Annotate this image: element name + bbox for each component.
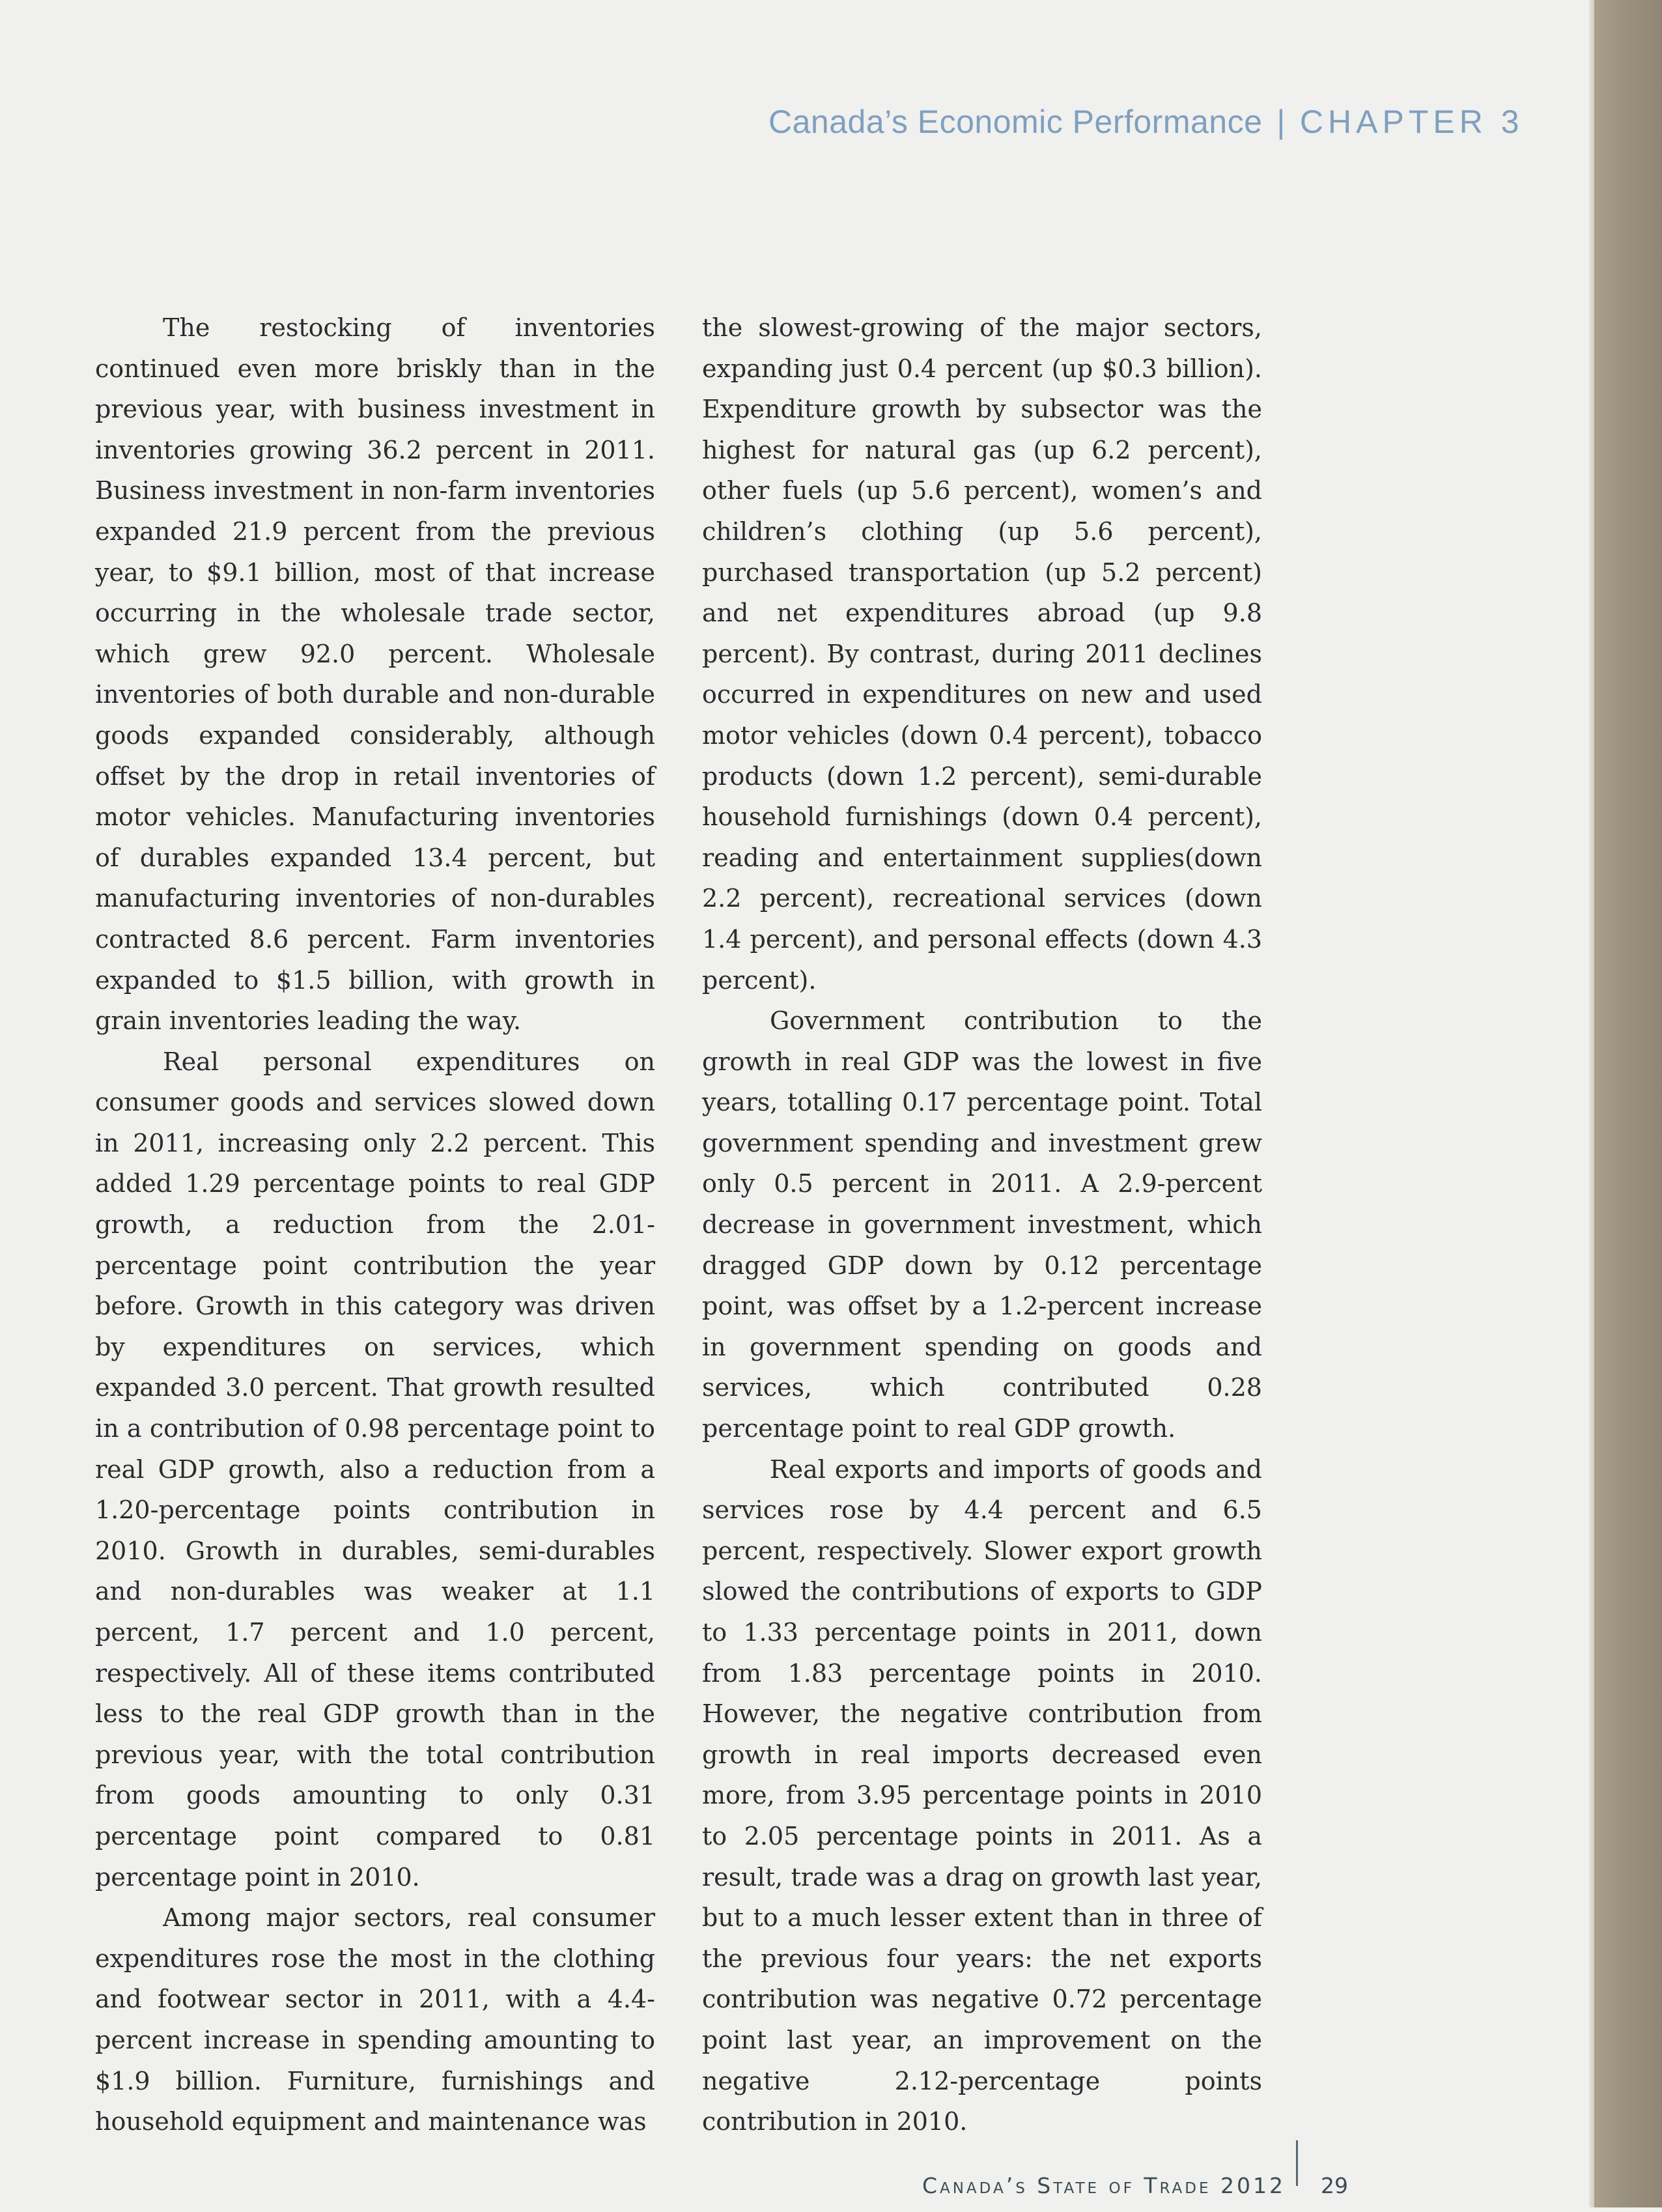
running-head-chapter: CHAPTER 3 [1299,104,1524,140]
paragraph-personal-expenditures: Real personal expenditures on consumer goods and services slowed down in 2011, increasing only 2.2 percent. This added 1.29 percentage points to real GDP growth, a reduction from the 2.01-percentage point contribution the year before. Growth in this category was driven by expenditures on services, which expanded 3.0 percent. That growth resulted in a contribution of 0.98 percentage point to real GDP growth, also a reduction from a 1.20-percentage points contribution in 2010. Growth in durables, semi-durables and non-durables was weaker at 1.1 percent, 1.7 percent and 1.0 percent, respectively. All of these items contributed less to the real GDP growth than in the previous year, with the total contribution from goods amounting to only 0.31 percentage point compared to 0.81 percentage point in 2010. [95,1047,655,1892]
paragraph-inventories: The restocking of inventories continued even more briskly than in the previous year, with business investment in inventories growing 36.2 percent in 2011. Business investment in non-farm inventories expanded 21.9 percent from the previous year, to $9.1 billion, most of that increase occurring in the wholesale trade sector, which grew 92.0 percent. Wholesale inventories of both durable and non-durable goods expanded considerably, although offset by the drop in retail inventories of motor vehicles. Manufacturing inventories of durables expanded 13.4 percent, but manufacturing inventories of non-durables contracted 8.6 percent. Farm inventories expanded to $1.5 billion, with growth in grain inventories leading the way. [95,313,655,1036]
paragraph-government-contribution: Government contribution to the growth in real GDP was the lowest in five years, totalling 0.17 percentage point. Total government spending and investment grew only 0.5 percent in 2011. A 2.9-percent decrease in government investment, which dragged GDP down by 0.12 percentage point, was offset by a 1.2-percent increase in government spending on goods and services, which contributed 0.28 percentage point to real GDP growth. [702,1006,1262,1443]
footer-divider [1296,2140,1298,2186]
page-footer [922,2173,1381,2212]
right-column [702,307,1262,2142]
left-column [95,307,655,2142]
footer-publication-title: Canada’s State of Trade 2012 [922,2173,1286,2198]
paragraph-exports-imports: Real exports and imports of goods and services rose by 4.4 percent and 6.5 percent, respectively. Slower export growth slowed the contributions of exports to GDP to 1.33 percentage points in 2011, down from 1.83 percentage points in 2010. However, the negative contribution from growth in real imports decreased even more, from 3.95 percentage points in 2010 to 2.05 percentage points in 2011. As a result, trade was a drag on growth last year, but to a much lesser extent than in three of the previous four years: the net exports contribution was negative 0.72 percentage point last year, an improvement on the negative 2.12-percentage points contribution in 2010. [702,1454,1262,2136]
running-head [768,103,1524,141]
running-head-title: Canada’s Economic Performance [768,104,1263,140]
paragraph-major-sectors: Among major sectors, real consumer expenditures rose the most in the clothing and footwear sector in 2011, with a 4.4-percent increase in spending amounting to $1.9 billion. Furniture, furnishings and household equipment and maintenance was [95,1903,655,2136]
paragraph-sector-continuation: the slowest-growing of the major sectors, expanding just 0.4 percent (up $0.3 billion). Expenditure growth by subsector was the highest for natural gas (up 6.2 percent), other fuels (up 5.6 percent), women’s and children’s clothing (up 5.6 percent), purchased transportation (up 5.2 percent) and net expenditures abroad (up 9.8 percent). By contrast, during 2011 declines occurred in expenditures on new and used motor vehicles (down 0.4 percent), tobacco products (down 1.2 percent), semi-durable household furnishings (down 0.4 percent), reading and entertainment supplies(down 2.2 percent), recreational services (down 1.4 percent), and personal effects (down 4.3 percent). [702,313,1262,995]
page-edge [1594,0,1662,2207]
page-gutter-shadow [1589,0,1594,2207]
running-head-separator: | [1276,104,1286,140]
page-number: 29 [1321,2173,1348,2198]
